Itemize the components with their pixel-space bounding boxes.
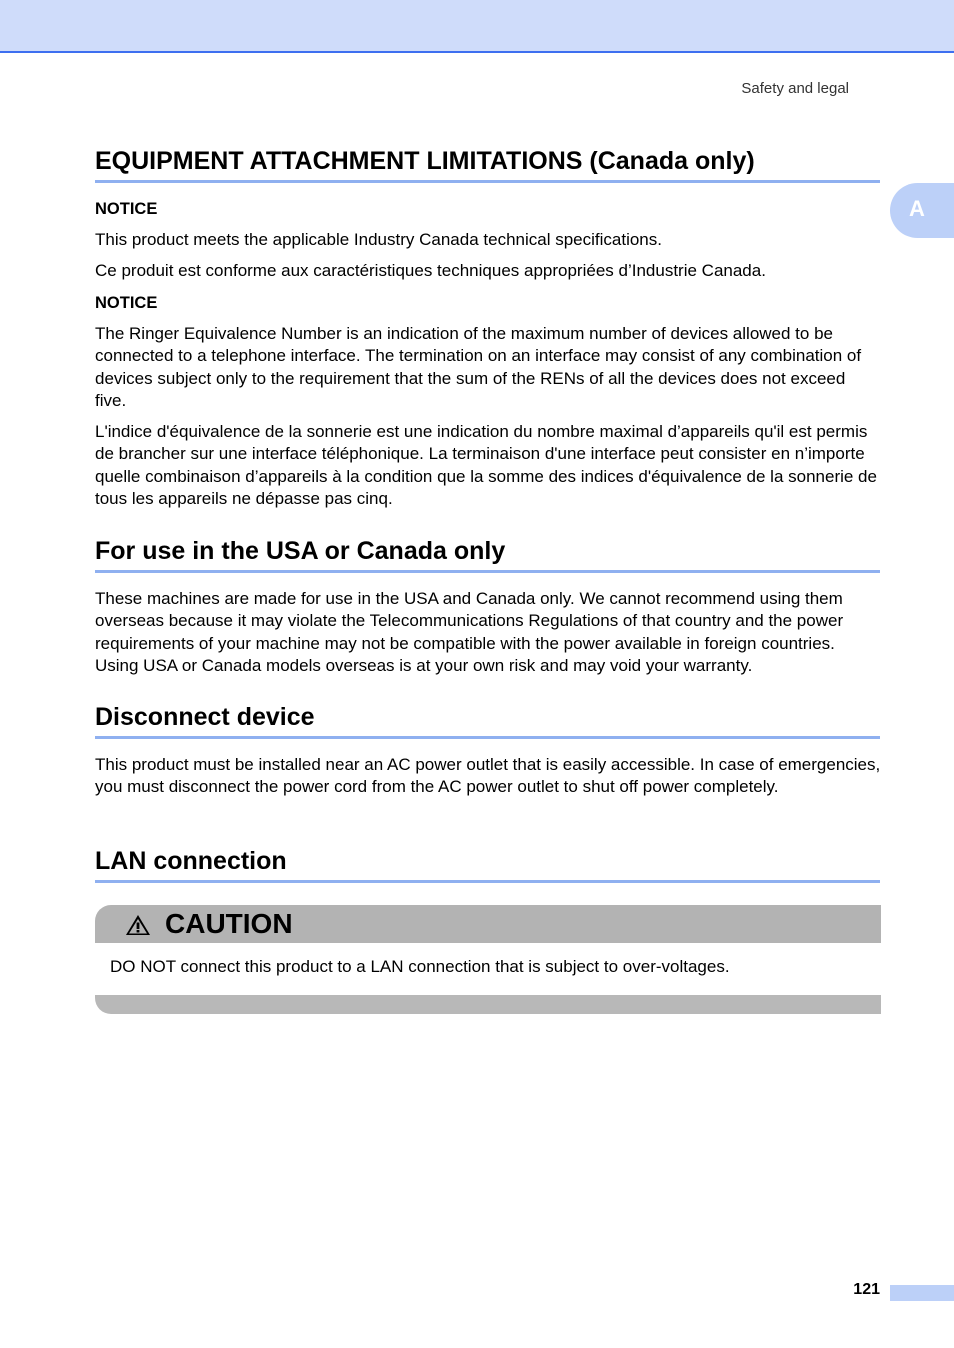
section-title-usa-canada: For use in the USA or Canada only xyxy=(95,536,880,573)
page-number: 121 xyxy=(853,1281,880,1298)
notice-label: NOTICE xyxy=(95,294,158,312)
page-number-tab xyxy=(890,1285,954,1301)
chapter-tab-label: A xyxy=(909,196,925,221)
section-title-equipment: EQUIPMENT ATTACHMENT LIMITATIONS (Canada only) xyxy=(95,146,880,183)
chapter-tab xyxy=(890,183,954,238)
top-header-band xyxy=(0,0,954,53)
section-title-disconnect: Disconnect device xyxy=(95,702,880,739)
notice-label: NOTICE xyxy=(95,200,158,218)
paragraph: This product must be installed near an AC power outlet that is easily accessible. In case of emergencies, you must disconnect the power cord from the AC power outlet to shut off power completely. xyxy=(95,755,881,797)
caution-title: CAUTION xyxy=(165,908,293,939)
caution-box xyxy=(95,905,881,1015)
paragraph: This product meets the applicable Industry Canada technical specifications. xyxy=(95,230,662,249)
running-head: Safety and legal xyxy=(741,80,849,97)
section-title-lan: LAN connection xyxy=(95,846,880,883)
paragraph: Ce produit est conforme aux caractéristiques techniques appropriées d’Industrie Canada. xyxy=(95,261,766,280)
paragraph: The Ringer Equivalence Number is an indication of the maximum number of devices allowed to be connected to a telephone interface. The termination on an interface may consist of any combination of devices subject only to the requirement that the sum of the RENs of all the devices does not exceed five. xyxy=(95,324,862,410)
caution-text: DO NOT connect this product to a LAN connection that is subject to over-voltages. xyxy=(110,957,730,976)
paragraph: These machines are made for use in the USA and Canada only. We cannot recommend using them overseas because it may violate the Telecommunications Regulations of that country and the power requirements of your machine may not be compatible with the power available in foreign countries. Using USA or Canada models overseas is at your own risk and may void your warranty. xyxy=(95,589,844,675)
paragraph: L'indice d'équivalence de la sonnerie est une indication du nombre maximal d’appareils qu'il est permis de brancher sur une interface téléphonique. La terminaison d'une interface peut consister en n’importe quelle combinaison d’appareils à la condition que la somme des indices d'équivalence de la sonnerie de tous les appareils ne dépasse pas cinq. xyxy=(95,422,877,508)
caution-footer xyxy=(95,995,881,1014)
caution-header xyxy=(95,905,881,943)
warning-triangle-icon xyxy=(125,914,151,936)
